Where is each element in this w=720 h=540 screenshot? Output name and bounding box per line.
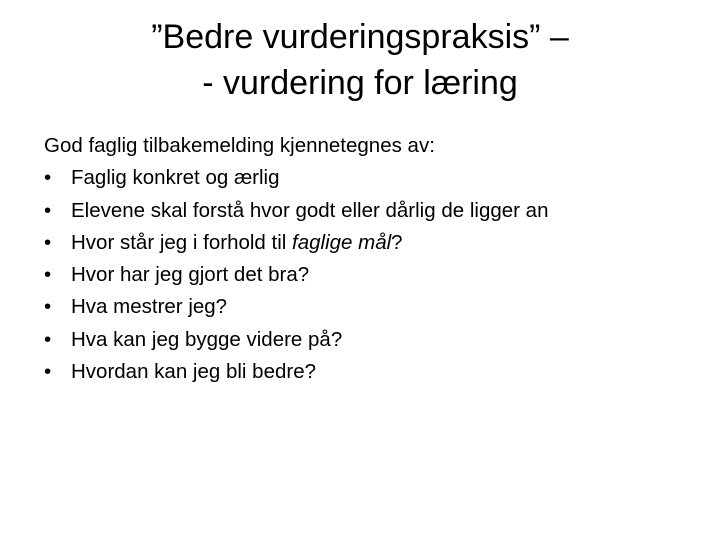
bullet-text: Hvordan kan jeg bli bedre? xyxy=(71,360,317,384)
bullet-icon: • xyxy=(44,295,52,319)
bullet-icon: • xyxy=(44,166,52,190)
bullet-text: Hva kan jeg bygge videre på? xyxy=(71,327,343,351)
bullet-text-emphasis: faglige mål xyxy=(292,230,392,254)
bullet-icon: • xyxy=(44,360,52,384)
bullet-item xyxy=(44,324,684,356)
bullet-icon: • xyxy=(44,327,52,351)
bullet-item xyxy=(44,162,684,194)
bullet-text: Hva mestrer jeg? xyxy=(71,295,228,319)
slide-title xyxy=(40,14,680,106)
bullet-text: Faglig konkret og ærlig xyxy=(71,166,280,190)
bullet-text: Elevene skal forstå hvor godt eller dårlig de ligger an xyxy=(71,198,549,222)
title-line-1: ”Bedre vurderingspraksis” – xyxy=(151,18,569,56)
bullet-item xyxy=(44,259,684,291)
title-line-2: - vurdering for læring xyxy=(202,64,518,102)
bullet-text: Hvor har jeg gjort det bra? xyxy=(71,263,310,287)
bullet-icon: • xyxy=(44,263,52,287)
bullet-item xyxy=(44,291,684,323)
bullet-item xyxy=(44,227,684,259)
bullet-item xyxy=(44,195,684,227)
intro-text: God faglig tilbakemelding kjennetegnes av: xyxy=(44,134,435,157)
slide-body xyxy=(44,130,684,388)
bullet-text-post: ? xyxy=(391,230,403,254)
bullet-item xyxy=(44,356,684,388)
bullet-icon: • xyxy=(44,230,52,254)
bullet-icon: • xyxy=(44,198,52,222)
bullet-text-pre: Hvor står jeg i forhold til xyxy=(71,230,293,254)
bullet-list xyxy=(44,162,684,388)
